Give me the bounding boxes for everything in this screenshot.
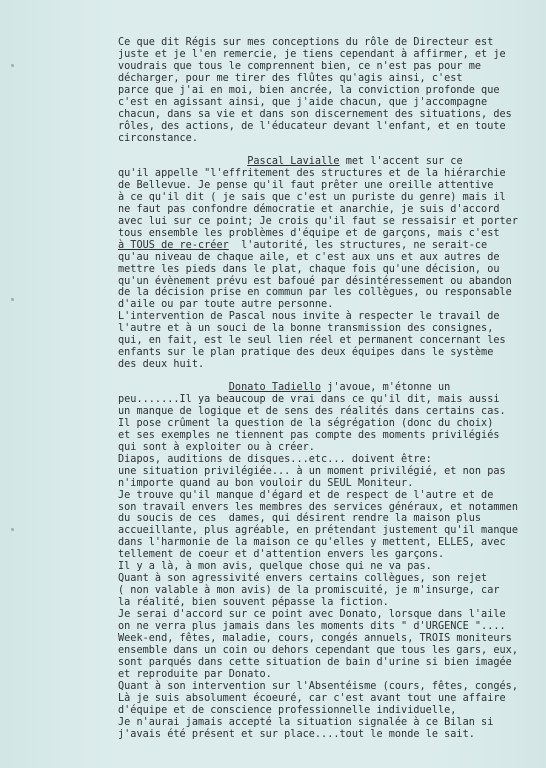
text-line: d'équipe et de conscience professionnelle individuelle, [118,704,457,716]
text-line: d'aile ou par toute autre personne. [118,299,334,311]
text-line: c'est en agissant ainsi, que j'aide chacun, que j'accompagne [118,96,488,108]
text-line: à TOUS de re-créer l'autorité, les structures, ne serait-ce [118,239,488,251]
text-line: décharger, pour me tirer des flûtes qu'agis ainsi, c'est [118,72,463,84]
text-line: Ce que dit Régis sur mes conceptions du rôle de Directeur est [118,37,494,48]
text-line: Là je suis absolument écoeuré, car c'est avant tout une affaire [118,692,506,704]
text-line: rôles, des actions, de l'éducateur devant l'enfant, et en toute [118,120,506,132]
text-line: circonstance. [118,132,198,144]
text-line: avec lui sur ce point; Je crois qu'il faut se ressaisir et porter [118,215,518,227]
text-line: Je trouve qu'il manque d'égard et de respect de l'autre et de [118,489,494,501]
text-line: accueillante, plus agréable, en prétendant justement qu'il manque [118,525,518,537]
text-line: sont parqués dans cette situation de bain d'urine si bien imagée [118,656,512,668]
text-line: qui, en fait, est le seul lien réel et permanent concernant les [118,335,506,347]
speaker-name: Donato Tadiello [228,382,322,393]
text-line: et ses exemples ne tiennent pas compte des moments privilégiés [118,429,500,441]
text-line: la réalité, bien souvent pépasse la fiction. [118,597,389,609]
text-line: L'intervention de Pascal nous invite à respecter le travail de [118,311,500,323]
text-line: ne faut pas confondre démocratie et anarchie, je suis d'accord [118,203,500,215]
text-line: parce que j'ai en moi, bien ancrée, la conviction profonde que [118,84,500,96]
punch-hole-mark [11,528,14,531]
text-line: un manque de logique et de sens des réalités dans certains cas. [118,405,506,417]
text-line: qui sont à exploiter ou à créer. [118,441,315,453]
text-line: Il y a là, à mon avis, quelque chose qui ne va pas. [118,561,432,573]
text-line: qu'au niveau de chaque aile, et c'est aux uns et aux autres de [118,251,500,263]
text-line: des deux huit. [118,359,205,371]
text-line: et reproduite par Donato. [118,668,272,680]
text-line: son travail envers les membres des services généraux, et notammen [118,501,518,513]
text-line: peu.......Il ya beaucoup de vrai dans ce qu'il dit, mais aussi [118,393,500,405]
text-line: voudrais que tous le comprennent bien, ce n'est pas pour me [118,60,482,72]
text-line: de Bellevue. Je pense qu'il faut prêter une oreille attentive [118,179,494,191]
text-line: mettre les pieds dans le plat, chaque fois qu'une décision, ou [118,263,500,275]
punch-hole-mark [11,298,14,301]
text-line: du soucis de ces dames, qui désirent rendre la maison plus [118,513,482,525]
speaker-name: Pascal Lavialle [247,156,340,167]
text-line: enfants sur le plan pratique des deux équipes dans le système [118,347,494,359]
text-line: j'avais été présent et sur place....tout le monde le sait. [118,728,475,740]
text-line: chacun, dans sa vie et dans son discernement des situations, des [118,108,512,120]
text-line: ensemble dans un coin ou dehors cependant que tous les gars, eux, [118,644,518,656]
text-line: dans l'harmonie de la maison ce qu'elles y mettent, ELLES, avec [118,537,506,549]
text-line: Diapos, auditions de disques...etc... doivent être: [118,453,432,465]
text-line: Il pose crûment la question de la ségrégation (donc du choix) [118,417,494,429]
text-line: tous ensemble les problèmes d'équipe et de garçons, mais c'est [118,227,500,239]
text-line: à ce qu'il dit ( je sais que c'est un puriste du genre) mais il [118,191,506,203]
text-line: ( non valable à mon avis) de la promiscuité, je m'insurge, car [118,585,500,597]
text-line: Je serai d'accord sur ce point avec Donato, lorsque dans l'aile [118,609,506,621]
text-line: tellement de coeur et d'attention envers les garçons. [118,549,445,561]
text-line: Quant à son intervention sur l'Absentéisme (cours, fêtes, congés, [118,680,518,692]
text-line: Week-end, fêtes, maladie, cours, congés annuels, TROIS moniteurs [118,632,512,644]
text-line: Donato Tadiello j'avoue, m'étonne un [228,382,451,393]
text-line: qu'un évènement prévu est bafoué par désintéressement ou abandon [118,275,512,287]
text-line: une situation privilégiée... à un moment privilégié, et non pas [118,465,506,477]
text-line: l'autre et à un souci de la bonne transmission des consignes, [118,323,494,335]
text-line: Quant à son agressivité envers certains collègues, son rejet [118,573,488,585]
text-line: juste et je l'en remercie, je tiens cependant à affirmer, et je [118,48,506,60]
text-line: de la décision prise en commun par les collègues, ou responsable [118,287,512,299]
text-line: Pascal Lavialle met l'accent sur ce [247,156,463,167]
punch-hole-mark [11,64,14,67]
text-line: n'importe quand au bon vouloir du SEUL Moniteur. [118,477,414,489]
text-line: qu'il appelle "l'effritement des structures et de la hiérarchie [118,167,506,179]
text-line: Je n'aurai jamais accepté la situation signalée à ce Bilan si [118,716,494,728]
text-line: on ne verra plus jamais dans les moments dits " d'URGENCE ".... [118,621,506,632]
